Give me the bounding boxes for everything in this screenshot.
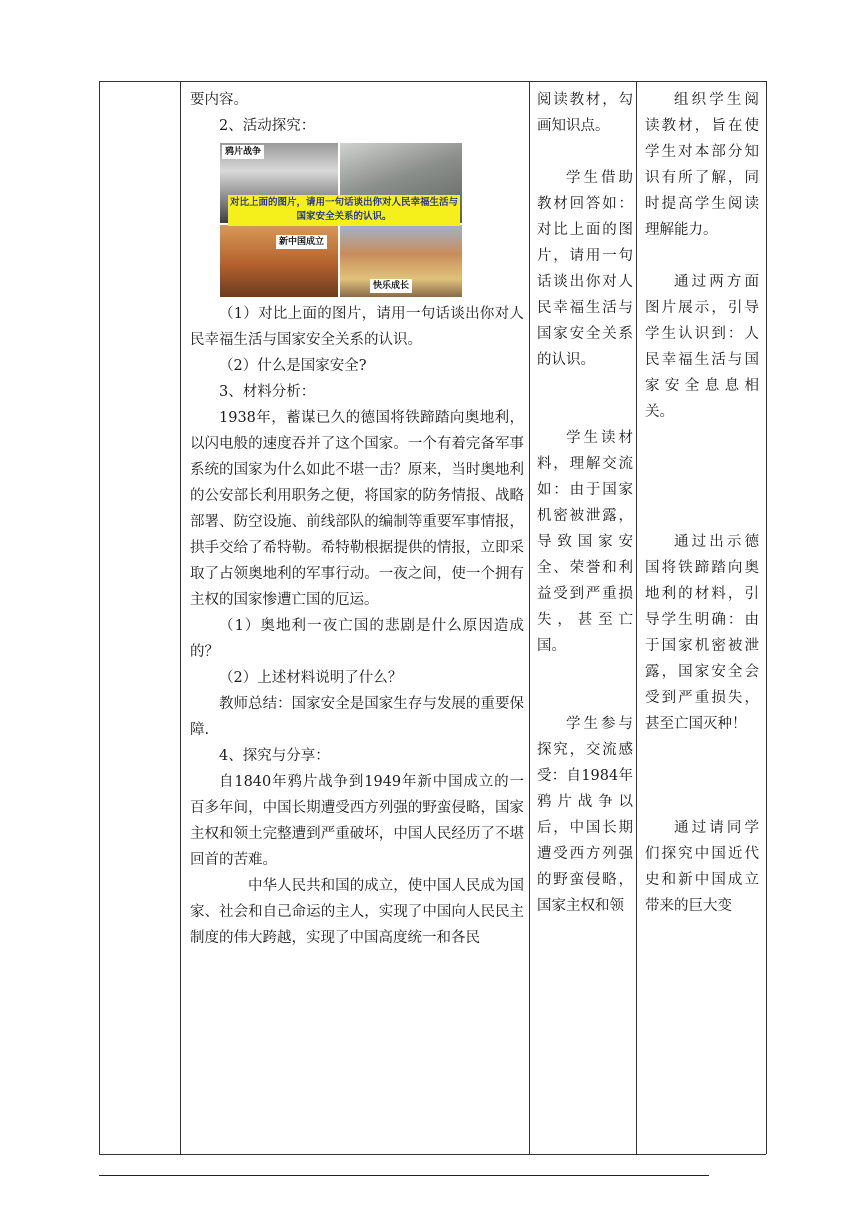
image-question-banner: 对比上面的图片，请用一句话谈出你对人民幸福生活与国家安全关系的认识。 xyxy=(228,195,460,226)
table-border-2 xyxy=(180,81,181,1154)
design-intent-text: 通过出示德国将铁蹄踏向奥地利的材料，引导学生明确：由于国家机密被泄露，国家安全会受到严重损失，甚至亡国灭种！ xyxy=(645,534,759,732)
teacher-activity-column xyxy=(190,81,524,951)
material-text: 1938年，蓄谋已久的德国将铁蹄踏向奥地利，以闪电般的速度吞并了这个国家。一个有着完备军事系统的国家为什么如此不堪一击？原来，当时奥地利的公安部长利用职务之便，将国家的防务情报、战略部署、防空设施、前线部队的编制等重要军事情报，拱手交给了希特勒。希特勒根据提供的情报，立即采取了占领奥地利的军事行动。一夜之间，使一个拥有主权的国家惨遭亡国的厄运。 xyxy=(190,410,524,608)
section-title: 2、活动探究： xyxy=(219,118,316,134)
design-intent-text: 通过两方面图片展示，引导学生认识到：人民幸福生活与国家安全息息相关。 xyxy=(645,274,759,420)
table-border-5 xyxy=(766,81,767,1154)
section-title: 3、材料分析： xyxy=(219,384,316,400)
section-title: 4、探究与分享： xyxy=(219,748,330,764)
question: （1）奥地利一夜亡国的悲剧是什么原因造成的？ xyxy=(190,618,524,660)
teacher-summary: 教师总结：国家安全是国家生存与发展的重要保障. xyxy=(190,696,524,738)
comparison-image xyxy=(220,143,462,297)
student-activity-text: 学生读材料，理解交流如：由于国家机密被泄露，导致国家安全、荣誉和利益受到严重损失，甚至亡国。 xyxy=(537,430,633,654)
opium-war-tag: 鸦片战争 xyxy=(222,145,264,159)
share-text: 中华人民共和国的成立，使中国人民成为国家、社会和自己命运的主人，实现了中国向人民民主制度的伟大跨越，实现了中国高度统一和各民 xyxy=(190,878,524,946)
table-bottom-border xyxy=(99,1154,766,1155)
content-line: 要内容。 xyxy=(190,92,248,108)
table-border-3 xyxy=(529,81,530,1154)
student-activity-column xyxy=(537,81,633,919)
design-intent-text: 组织学生阅读教材，旨在使学生对本部分知识有所了解，同时提高学生阅读理解能力。 xyxy=(645,92,759,238)
new-china-photo xyxy=(220,225,338,297)
question: （2）什么是国家安全? xyxy=(219,358,367,374)
new-china-tag: 新中国成立 xyxy=(276,235,327,249)
design-intent-column xyxy=(645,81,759,919)
table-border-1 xyxy=(99,81,100,1154)
happy-growth-tag: 快乐成长 xyxy=(370,279,412,293)
share-text: 自1840年鸦片战争到1949年新中国成立的一百多年间，中国长期遭受西方列强的野蛮侵略，国家主权和领土完整遭到严重破坏，中国人民经历了不堪回首的苦难。 xyxy=(190,774,524,868)
student-activity-text: 学生借助教材回答如：对比上面的图片，请用一句话谈出你对人民幸福生活与国家安全关系的认识。 xyxy=(537,170,633,368)
student-activity-text: 学生参与探究，交流感受：自1984年鸦片战争以后，中国长期遭受西方列强的野蛮侵略，国家主权和领 xyxy=(537,716,633,914)
question: （1）对比上面的图片，请用一句话谈出你对人民幸福生活与国家安全关系的认识。 xyxy=(190,306,524,348)
table-border-4 xyxy=(636,81,637,1154)
design-intent-text: 通过请同学们探究中国近代史和新中国成立带来的巨大变 xyxy=(645,820,759,914)
student-activity-text: 阅读教材，勾画知识点。 xyxy=(537,92,633,134)
question: （2）上述材料说明了什么？ xyxy=(219,670,403,686)
happy-growth-photo xyxy=(340,225,462,297)
footer-rule xyxy=(99,1175,709,1176)
